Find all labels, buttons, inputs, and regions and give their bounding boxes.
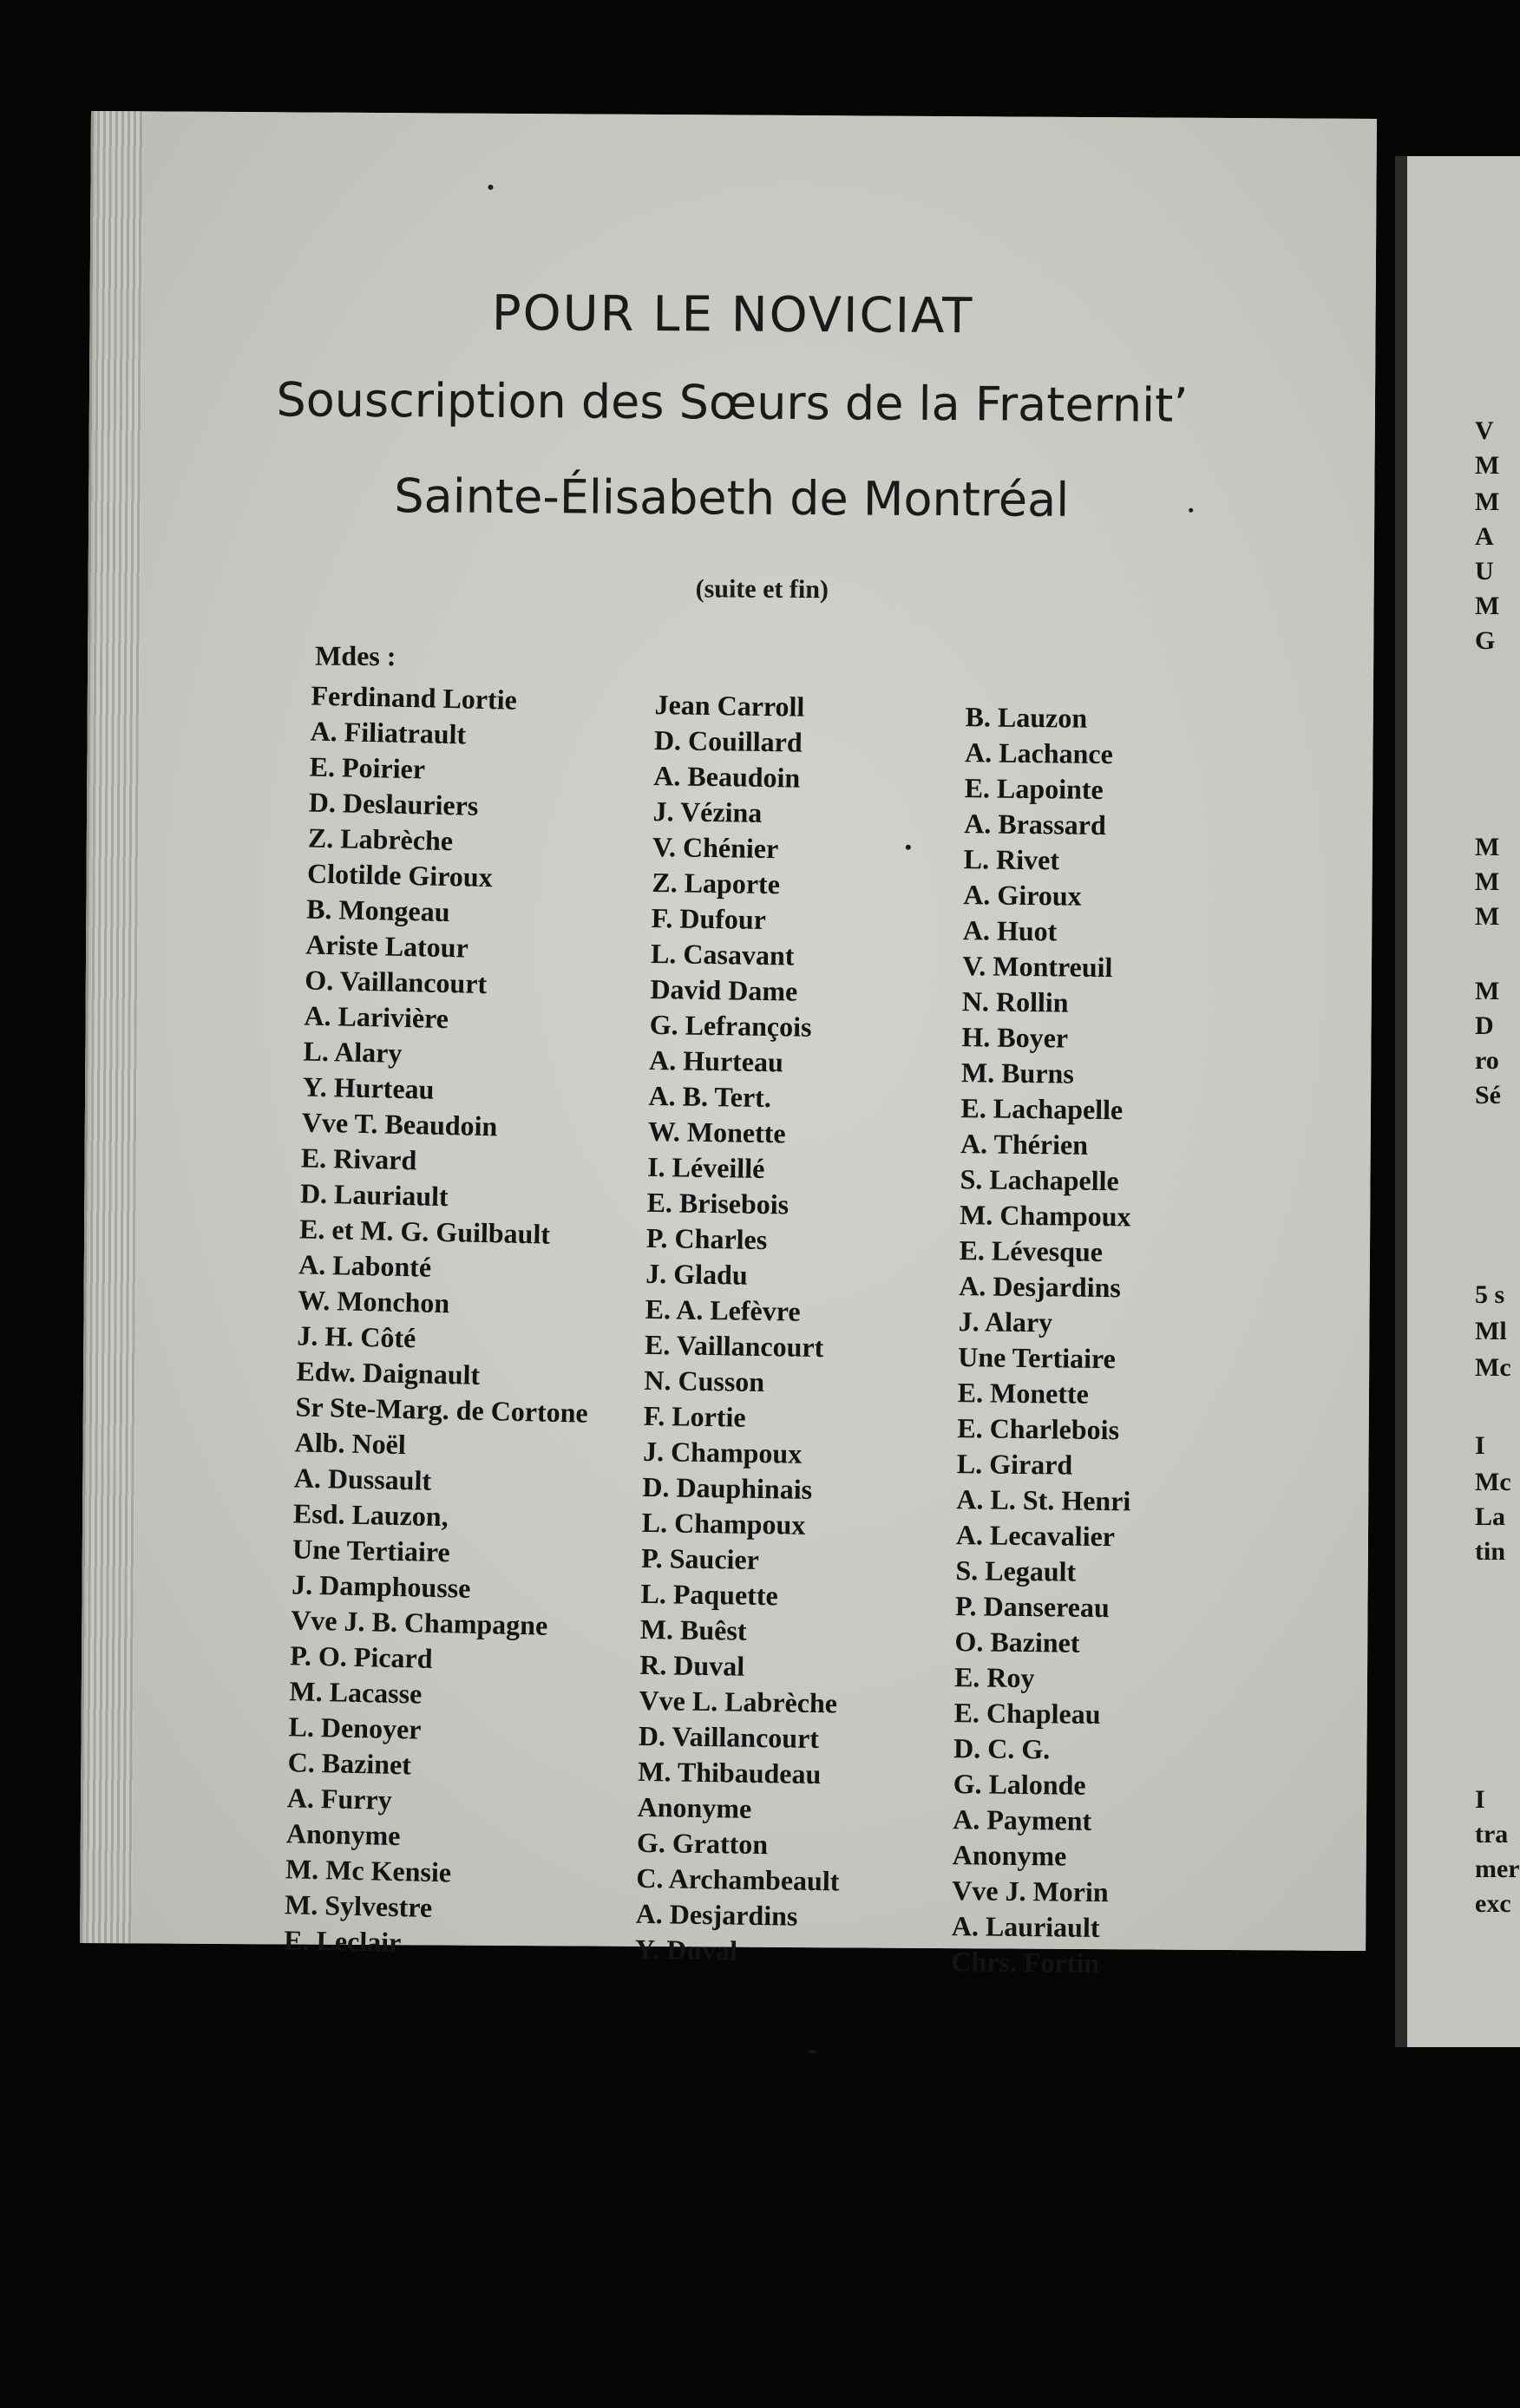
list-item: Z. Laporte (652, 866, 781, 900)
facing-page-fragment: mer (1475, 1855, 1520, 1883)
facing-page-fragment: Ml (1475, 1317, 1507, 1345)
list-item: D. Lauriault (299, 1177, 449, 1213)
list-item: E. Poirier (309, 750, 426, 785)
list-item: E. Charlebois (957, 1412, 1120, 1446)
list-item: A. Desjardins (959, 1270, 1122, 1304)
list-item: M. Lacasse (289, 1675, 423, 1710)
list-item: C. Archambeault (636, 1862, 840, 1897)
facing-page-fragment: 5 s (1475, 1280, 1505, 1309)
facing-page-fragment: ro (1475, 1046, 1499, 1075)
list-item: W. Monchon (297, 1284, 450, 1319)
list-item: M. Thibaudeau (638, 1755, 822, 1790)
list-item: L. Denoyer (288, 1711, 422, 1745)
list-item: A. Brassard (964, 808, 1107, 841)
names-column-1 (284, 678, 604, 1965)
salutation-label: Mdes : (315, 639, 396, 672)
list-item: Vve L. Labrèche (639, 1684, 838, 1719)
list-item: Anonyme (952, 1839, 1067, 1872)
list-item: H. Boyer (961, 1021, 1069, 1054)
list-item: L. Paquette (640, 1577, 779, 1612)
list-item: Sr Ste-Marg. de Cortone (295, 1390, 589, 1429)
list-item: J. Damphousse (291, 1568, 471, 1604)
list-item: Jean Carroll (654, 688, 805, 723)
page-gutter (1395, 156, 1407, 2047)
list-item: I. Léveillé (646, 1150, 765, 1185)
list-item: J. Vézina (652, 795, 763, 828)
list-item: L. Girard (956, 1448, 1073, 1481)
continuation-note: (suite et fin) (695, 574, 829, 605)
print-speck (488, 185, 493, 190)
facing-page-fragment: M (1475, 902, 1500, 931)
names-column-3 (951, 699, 1140, 1981)
facing-page-fragment: A (1475, 522, 1494, 551)
list-item: D. C. G. (953, 1732, 1051, 1765)
list-item: E. Lapointe (964, 772, 1104, 805)
list-item: A. Beaudoin (653, 759, 801, 794)
facing-page-fragment: La (1475, 1502, 1506, 1531)
list-item: A. Dussault (293, 1462, 432, 1496)
list-item: G. Gratton (636, 1826, 769, 1861)
facing-page-fragment: I (1475, 1431, 1485, 1460)
facing-page-fragment: exc (1475, 1889, 1511, 1918)
list-item: D. Couillard (653, 723, 803, 758)
list-item: E. Vaillancourt (644, 1328, 824, 1364)
list-item: E. Chapleau (953, 1697, 1101, 1731)
list-item: Y. Duval (634, 1933, 738, 1966)
list-item: M. Mc Kensie (285, 1853, 452, 1888)
list-item: David Dame (650, 972, 798, 1007)
list-item: J. Alary (958, 1305, 1053, 1338)
facing-page-fragment: V (1475, 416, 1494, 445)
list-item: M. Buêst (639, 1613, 747, 1646)
list-item: Anonyme (285, 1817, 401, 1852)
list-item: E. Rivard (300, 1142, 417, 1176)
facing-page-fragment: Mc (1475, 1468, 1511, 1496)
print-speck (808, 2050, 816, 2053)
facing-page-fragment: G (1475, 626, 1496, 655)
page-subtitle-line2: Sainte-Élisabeth de Montréal (394, 468, 1070, 527)
list-item: A. Huot (962, 914, 1058, 947)
list-item: B. Mongeau (305, 893, 450, 928)
list-item: R. Duval (639, 1648, 745, 1682)
list-item: F. Lortie (643, 1399, 746, 1433)
list-item: P. O. Picard (290, 1639, 433, 1674)
list-item: Anonyme (637, 1790, 752, 1824)
list-item: L. Rivet (963, 843, 1060, 876)
page-subtitle-line1: Souscription des Sœurs de la Fraternit’ (276, 372, 1189, 433)
list-item: A. Payment (953, 1803, 1092, 1836)
list-item: M. Champoux (959, 1199, 1131, 1233)
list-item: Une Tertiaire (958, 1341, 1117, 1375)
list-item: G. Lalonde (953, 1768, 1086, 1801)
facing-page-fragment: tin (1475, 1537, 1506, 1566)
list-item: S. Legault (955, 1554, 1077, 1587)
facing-page-fragment: Sé (1475, 1081, 1501, 1109)
list-item: A. Hurteau (648, 1044, 784, 1078)
facing-page (1399, 156, 1520, 2047)
list-item: Vve T. Beaudoin (301, 1106, 498, 1142)
list-item: Vve J. B. Champagne (290, 1604, 548, 1641)
facing-page-fragment: M (1475, 867, 1500, 896)
list-item: A. Desjardins (635, 1897, 798, 1932)
print-speck (906, 845, 911, 850)
list-item: Y. Hurteau (302, 1070, 435, 1105)
list-item: Esd. Lauzon, (292, 1497, 449, 1533)
list-item: A. Giroux (963, 879, 1082, 912)
list-item: L. Alary (303, 1035, 403, 1069)
list-item: M. Sylvestre (284, 1888, 433, 1923)
list-item: L. Champoux (641, 1506, 806, 1541)
list-item: A. L. St. Henri (956, 1483, 1131, 1517)
facing-page-fragment: I (1475, 1785, 1485, 1814)
list-item: J. Gladu (645, 1257, 748, 1291)
list-item: O. Bazinet (954, 1626, 1080, 1659)
facing-page-fragment: D (1475, 1011, 1494, 1040)
list-item: Vve J. Morin (952, 1875, 1109, 1908)
list-item: N. Cusson (644, 1364, 765, 1398)
list-item: A. Lecavalier (955, 1519, 1116, 1553)
list-item: J. H. Côté (297, 1319, 416, 1354)
list-item: N. Rollin (961, 985, 1069, 1018)
list-item: Edw. Daignault (296, 1355, 481, 1390)
list-item: P. Dansereau (954, 1590, 1111, 1624)
facing-page-fragment: tra (1475, 1820, 1509, 1849)
list-item: A. Thérien (960, 1128, 1089, 1161)
list-item: E. Roy (953, 1661, 1035, 1694)
list-item: A. Furry (286, 1782, 393, 1816)
print-speck (1189, 508, 1193, 513)
list-item: P. Charles (645, 1221, 768, 1256)
list-item: A. Labonté (298, 1248, 432, 1283)
list-item: E. Brisebois (646, 1186, 789, 1220)
document-page (80, 111, 1377, 1979)
list-item: A. Lauriault (951, 1910, 1100, 1944)
list-item: P. Saucier (640, 1541, 760, 1575)
list-item: V. Montreuil (962, 950, 1113, 984)
list-item: B. Lauzon (965, 701, 1088, 734)
list-item: Chrs. Fortin (951, 1946, 1100, 1979)
list-item: V. Chénier (652, 830, 779, 865)
list-item: Clotilde Giroux (306, 857, 494, 893)
list-item: E. Lachapelle (960, 1092, 1124, 1126)
list-item: A. Lachance (964, 736, 1114, 770)
list-item: E. Monette (957, 1377, 1090, 1410)
list-item: Alb. Noël (294, 1426, 407, 1461)
list-item: A. Larivière (304, 999, 449, 1035)
list-item: M. Burns (960, 1057, 1074, 1089)
list-item: Une Tertiaire (292, 1533, 451, 1568)
list-item: F. Dufour (651, 901, 767, 936)
list-item: Ferdinand Lortie (311, 679, 518, 716)
facing-page-fragment: Mc (1475, 1353, 1511, 1382)
page-heading: POUR LE NOVICIAT (491, 285, 974, 345)
list-item: Ariste Latour (305, 928, 469, 964)
list-item: W. Monette (647, 1115, 786, 1149)
list-item: E. Lévesque (959, 1234, 1104, 1268)
facing-page-fragment: M (1475, 833, 1500, 861)
facing-page-fragment: U (1475, 557, 1494, 586)
list-item: D. Vaillancourt (638, 1719, 820, 1755)
list-item: A. Filiatrault (310, 715, 467, 750)
names-column-2 (635, 687, 858, 1970)
facing-page-fragment: M (1475, 592, 1500, 620)
facing-page-fragment: M (1475, 451, 1500, 480)
list-item: C. Bazinet (287, 1746, 412, 1781)
facing-page-fragment: M (1475, 977, 1500, 1005)
list-item: E. et M. G. Guilbault (298, 1213, 551, 1250)
list-item: G. Lefrançois (649, 1008, 812, 1043)
list-item: O. Vaillancourt (305, 964, 488, 1000)
facing-page-fragment: M (1475, 487, 1500, 516)
list-item: L. Casavant (650, 937, 795, 972)
list-item: A. B. Tert. (648, 1079, 772, 1114)
list-item: D. Deslauriers (308, 786, 479, 821)
list-item: Z. Labrèche (307, 821, 454, 857)
list-item: S. Lachapelle (960, 1163, 1119, 1197)
list-item: E. Leclair (283, 1924, 402, 1959)
list-item: J. Champoux (642, 1435, 803, 1469)
list-item: D. Dauphinais (642, 1470, 813, 1505)
list-item: E. A. Lefèvre (645, 1292, 801, 1327)
